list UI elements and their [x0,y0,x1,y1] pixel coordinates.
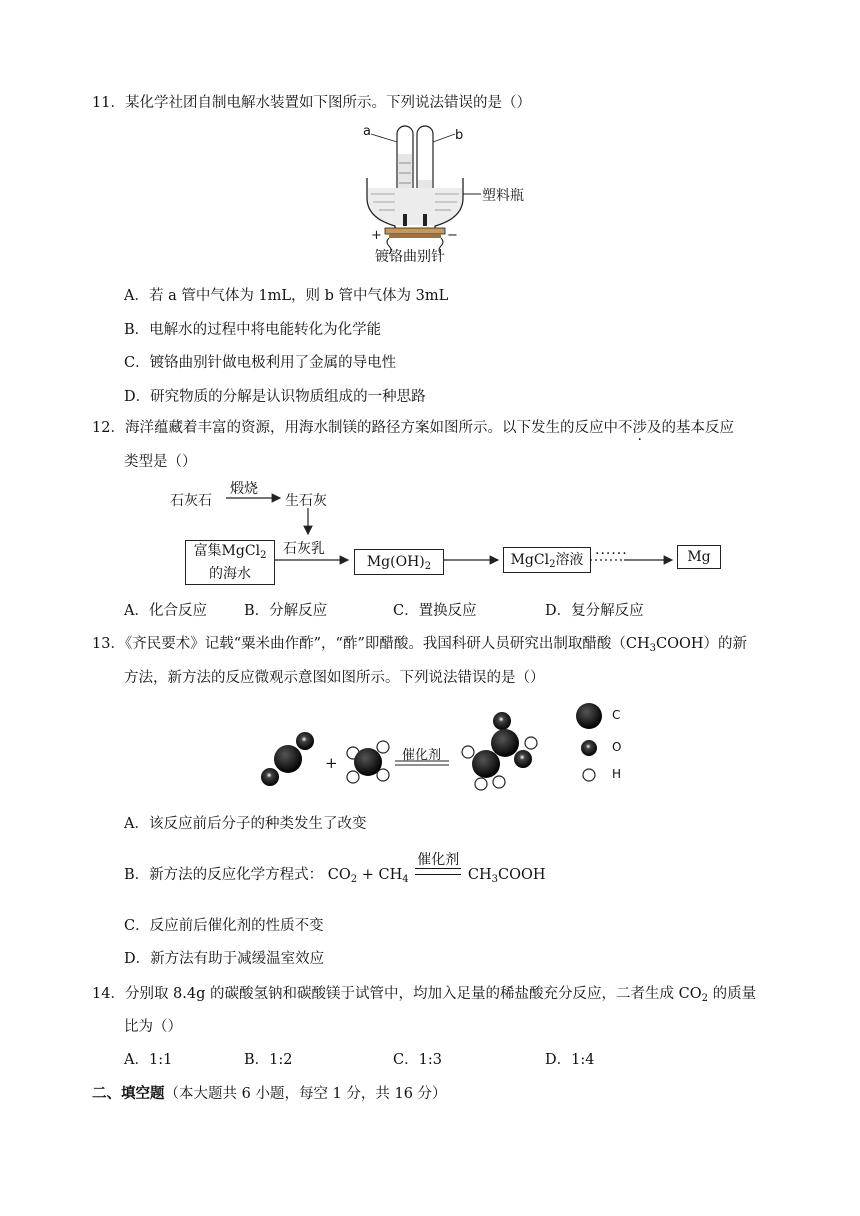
q12-stem: 12．海洋蕴藏着丰富的资源，用海水制镁的路径方案如图所示。以下发生的反应中不涉及的基本反应 [92,420,734,436]
acetic-acid-formula: $CH_3COOH$ [625,636,704,654]
q14-stem-line2: 比为（） [124,1019,182,1035]
ch4-molecule [347,741,389,783]
limestone-label: 石灰石 [170,493,212,509]
q13-option-a: A．该反应前后分子的种类发生了改变 [124,816,367,832]
q13-option-d: D．新方法有助于减缓温室效应 [124,951,325,967]
chrome-pin-label: 镀铬曲别针 [375,249,445,265]
reaction-micro-diagram [255,700,655,798]
q13-stem-line1: 13．《齐民要术》记载“粟米曲作酢”，“酢”即醋酸。我国科研人员研究出制取醋酸$(CH_3COOH)$的新 [92,636,747,654]
q14-option-d: D．1:4 [545,1052,595,1068]
seawater-box: 富集MgCl$_2$ 的海水 [185,540,275,585]
q13-option-b: B．新方法的反应化学方程式： $CO_2 + CH_4$ 催化剂 $CH_3COOH$ [124,852,546,885]
q11-option-a: A．若 a 管中气体为 1mL，则 b 管中气体为 3mL [124,288,449,304]
section-2-heading: 二、填空题（本大题共 6 小题，每空 1 分，共 16 分） [92,1085,447,1102]
mg-box: Mg [677,545,721,569]
legend [576,703,602,781]
q11-option-c: C．镀铬曲别针做电极利用了金属的导电性 [124,355,397,371]
q12-stem-line2: 类型是（） [124,454,197,470]
q14-option-a: A．1:1 [124,1052,173,1068]
q11-option-d: D．研究物质的分解是认识物质组成的一种思路 [124,389,426,405]
tube-a-label: a [363,124,371,139]
q14-option-c: C．1:3 [393,1052,442,1068]
minus-sign: − [447,228,458,243]
q12-option-a: A．化合反应 [124,603,207,619]
q14-option-b: B．1:2 [244,1052,293,1068]
q12-option-d: D．复分解反应 [545,603,644,619]
flow-dots: ······ [595,546,628,562]
q14-stem-line1: 14．分别取 8.4g 的碳酸氢钠和碳酸镁于试管中，均加入足量的稀盐酸充分反应，二者生成 $CO_2$ 的质量 [92,986,757,1004]
lime-milk-label: 石灰乳 [283,541,325,557]
q11-stem: 11．某化学社团自制电解水装置如下图所示。下列说法错误的是（） [92,95,531,111]
plus-sign: + [371,228,382,243]
co2-molecule [261,732,314,786]
reaction-plus: + [325,754,338,772]
q11-option-b: B．电解水的过程中将电能转化为化学能 [124,322,382,338]
acetic-acid-molecule [462,712,537,790]
legend-o: O [612,740,622,754]
calcine-label: 煅烧 [230,481,258,497]
q12-option-c: C．置换反应 [393,603,477,619]
legend-c: C [612,708,621,722]
tube-b-label: b [455,128,464,143]
q13-option-c: C．反应前后催化剂的性质不变 [124,918,324,934]
equation-catalyst: 催化剂 [415,867,461,883]
plastic-bottle-label: 塑料瓶 [482,188,524,204]
legend-h: H [612,767,622,781]
q12-emphasis: 不涉及 [617,420,662,436]
mg-hydroxide-box: $Mg(OH)_2$ [354,549,444,575]
mgcl2-solution-box: MgCl$_2$溶液 [503,547,591,573]
q13-stem-line2: 方法，新方法的反应微观示意图如图所示。下列说法错误的是（） [124,670,545,686]
quicklime-label: 生石灰 [285,493,327,509]
catalyst-label: 催化剂 [402,748,442,763]
q12-option-b: B．分解反应 [244,603,328,619]
